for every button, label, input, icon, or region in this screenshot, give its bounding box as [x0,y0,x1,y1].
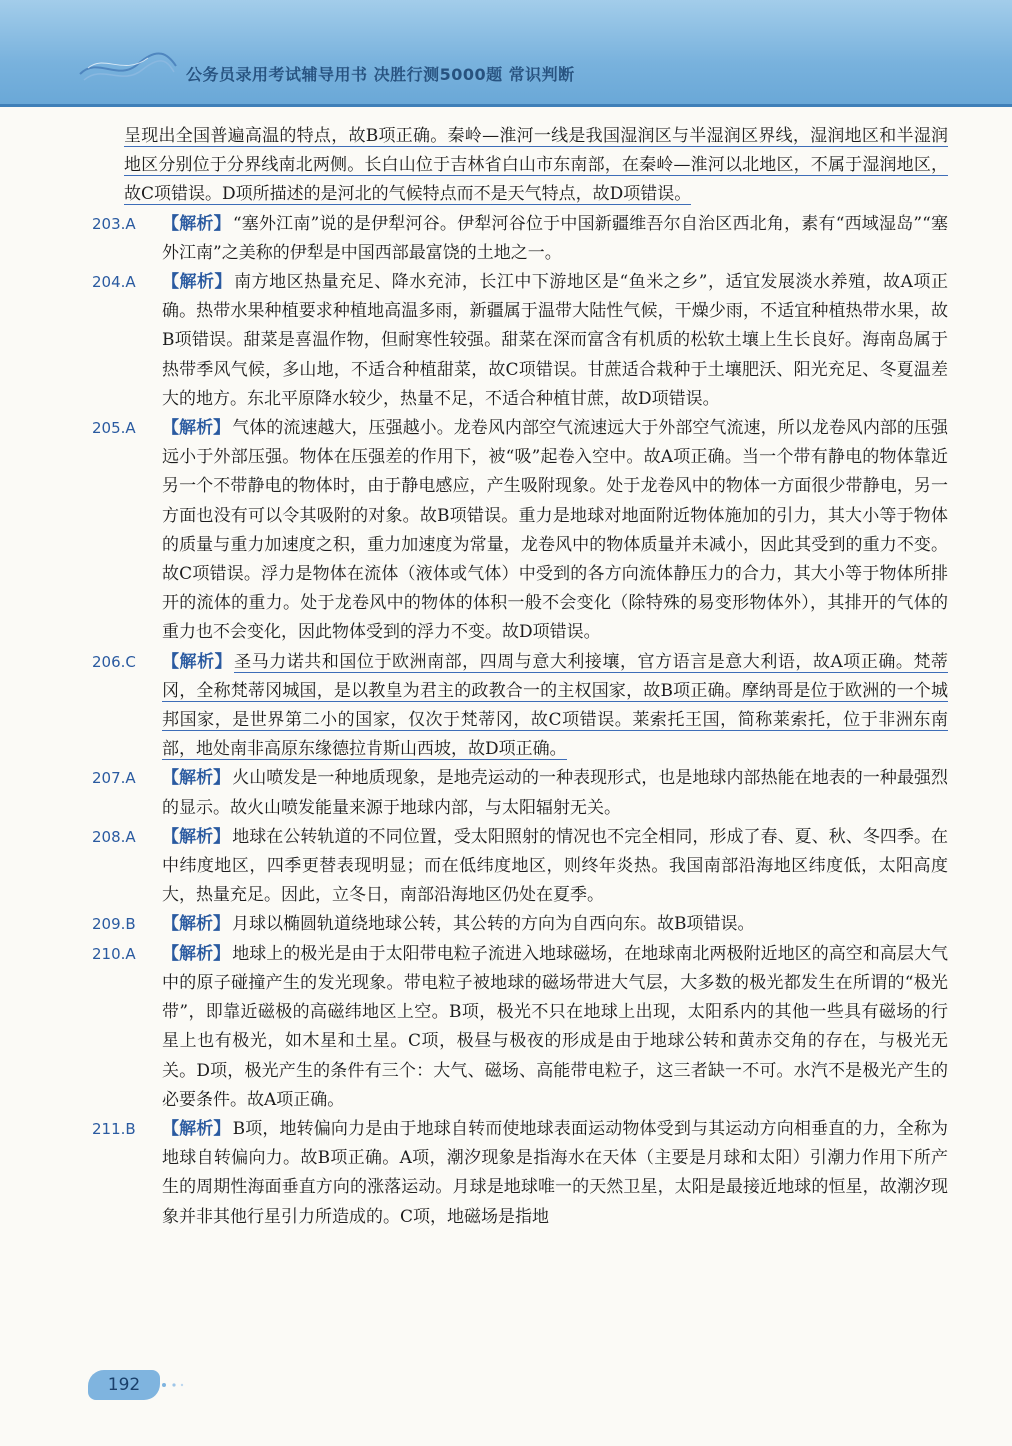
answer-entry [92,1115,948,1232]
question-number: 203.A [92,214,136,233]
page-content [92,122,948,1232]
explanation-text: 火山喷发是一种地质现象，是地壳运动的一种表现形式，也是地球内部热能在地表的一种最强烈的显示。故火山喷发能量来源于地球内部，与太阳辐射无关。 [162,768,949,818]
question-number: 205.A [92,419,136,438]
explanation-text: “塞外江南”说的是伊犁河谷。伊犁河谷位于中国新疆维吾尔自治区西北角，素有“西域湿岛”“塞外江南”之美称的伊犁是中国西部最富饶的土地之一。 [162,213,949,263]
question-number: 204.A [92,273,136,292]
analysis-tag: 【解析】 [162,826,231,847]
explanation [92,268,948,414]
analysis-tag: 【解析】 [162,272,233,293]
explanation-text: 月球以椭圆轨道绕地球公转，其公转的方向为自西向东。故B项错误。 [232,914,755,935]
explanation-text: 气体的流速越大，压强越小。龙卷风内部空气流速远大于外部空气流速，所以龙卷风内部的压强远小于外部压强。物体在压强差的作用下，被“吸”起卷入空中。故A项正确。当一个带有静电的物体靠近另一个不带静电的物体时，由于静电感应，产生吸附现象。处于龙卷风中的物体一方面很少带静电，另一方面也没有可以令其吸附的对象。故B项错误。重力是地球对地面附近物体施加的引力，其大小等于物体的质量与重力加速度之积，重力加速度为常量，龙卷风中的物体质量并未减小，因此其受到的重力不变。故C项错误。浮力是物体在流体（液体或气体）中受到的各方向流体静压力的合力，其大小等于物体所排开的流体的重力。处于龙卷风中的物体的体积一般不会变化（除特殊的易变形物体外），其排开的气体的重力也不会变化，因此物体受到的浮力不变。故D项错误。 [162,418,949,643]
answer-entry [92,910,948,939]
explanation [92,648,948,765]
answer-entry [92,823,948,911]
explanation [92,940,948,1115]
explanation-text: 圣马力诺共和国位于欧洲南部，四周与意大利接壤，官方语言是意大利语，故A项正确。梵蒂冈，全称梵蒂冈城国，是以教皇为君主的政教合一的主权国家，故B项正确。摩纳哥是位于欧洲的一个城邦国家，是世界第二小的国家，仅次于梵蒂冈，故C项错误。莱索托王国，简称莱索托，位于非洲东南部，地处南非高原东缘德拉肯斯山西坡，故D项正确。 [162,651,948,760]
analysis-tag: 【解析】 [162,651,233,672]
continuation-paragraph [92,122,948,210]
question-number: 208.A [92,827,136,846]
page-header [0,0,1012,107]
continuation-text: 呈现出全国普遍高温的特点，故B项正确。秦岭—淮河一线是我国湿润区与半湿润区界线，湿润地区和半湿润地区分别位于分界线南北两侧。长白山位于吉林省白山市东南部，在秦岭—淮河以北地区，不属于湿润地区，故C项错误。D项所描述的是河北的气候特点而不是天气特点，故D项错误。 [124,126,948,205]
question-number: 209.B [92,915,136,934]
explanation [92,764,948,822]
question-number: 211.B [92,1119,136,1138]
answer-entry [92,648,948,765]
question-number: 206.C [92,652,136,671]
analysis-tag: 【解析】 [162,1118,231,1139]
answer-entry [92,940,948,1115]
explanation [92,910,948,939]
explanation [92,210,948,268]
explanation [92,1115,948,1232]
analysis-tag: 【解析】 [162,213,231,234]
analysis-tag: 【解析】 [162,914,230,935]
explanation [92,414,948,648]
explanation-text: 南方地区热量充足、降水充沛，长江中下游地区是“鱼米之乡”，适宜发展淡水养殖，故A项正确。热带水果种植要求种植地高温多雨，新疆属于温带大陆性气候，干燥少雨，不适宜种植热带水果，故B项错误。甜菜是喜温作物，但耐寒性较强。甜菜在深而富含有机质的松软土壤上生长良好。海南岛属于热带季风气候，多山地，不适合种植甜菜，故C项错误。甘蔗适合栽种于土壤肥沃、阳光充足、冬夏温差大的地方。东北平原降水较少，热量不足，不适合种植甘蔗，故D项错误。 [162,272,948,409]
analysis-tag: 【解析】 [162,943,231,964]
analysis-tag: 【解析】 [162,768,231,789]
question-number: 210.A [92,944,136,963]
explanation-text: B项，地转偏向力是由于地球自转而使地球表面运动物体受到与其运动方向相垂直的力，全称为地球自转偏向力。故B项正确。A项，潮汐现象是指海水在天体（主要是月球和太阳）引潮力作用下所产生的周期性海面垂直方向的涨落运动。月球是地球唯一的天然卫星，太阳是最接近地球的恒星，故潮汐现象并非其他行星引力所造成的。C项，地磁场是指地 [162,1118,948,1227]
answer-entry [92,764,948,822]
explanation-text: 地球上的极光是由于太阳带电粒子流进入地球磁场，在地球南北两极附近地区的高空和高层大气中的原子碰撞产生的发光现象。带电粒子被地球的磁场带进大气层，大多数的极光都发生在所谓的“极光带”，即靠近磁极的高磁纬地区上空。B项，极光不只在地球上出现，太阳系内的其他一些具有磁场的行星上也有极光，如木星和土星。C项，极昼与极夜的形成是由于地球公转和黄赤交角的存在，与极光无关。D项，极光产生的条件有三个：大气、磁场、高能带电粒子，这三者缺一不可。水汽不是极光产生的必要条件。故A项正确。 [162,943,949,1110]
page-dots-decoration-icon [160,1382,200,1388]
answer-entry [92,414,948,648]
ribbon-decoration-icon [78,46,178,86]
page-number: 192 [88,1370,160,1400]
explanation-text: 地球在公转轨道的不同位置，受太阳照射的情况也不完全相同，形成了春、夏、秋、冬四季。在中纬度地区，四季更替表现明显；而在低纬度地区，则终年炎热。我国南部沿海地区纬度低，太阳高度大，热量充足。因此，立冬日，南部沿海地区仍处在夏季。 [162,826,949,906]
analysis-tag: 【解析】 [162,418,231,439]
book-title: 公务员录用考试辅导用书 决胜行测5000题 常识判断 [186,65,575,84]
question-number: 207.A [92,769,136,788]
explanation [92,823,948,911]
answer-entry [92,268,948,414]
answer-entry [92,210,948,268]
